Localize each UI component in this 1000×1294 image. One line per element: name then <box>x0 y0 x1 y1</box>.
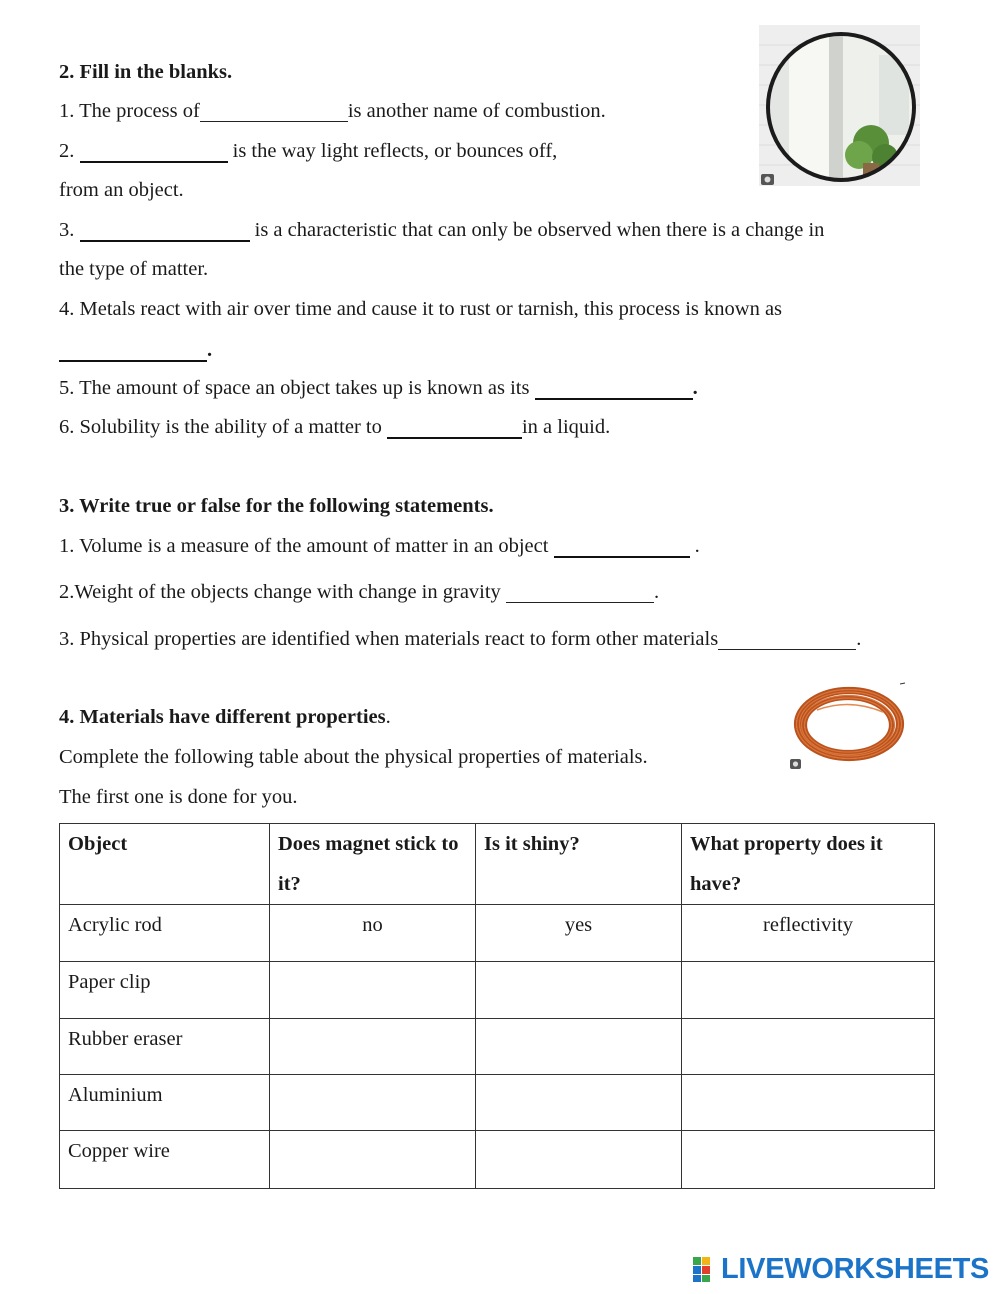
tf2-input[interactable] <box>506 585 654 605</box>
aluminium-shiny-input[interactable] <box>484 1077 677 1115</box>
q5-end: . <box>692 377 698 399</box>
header-object: Object <box>60 824 270 905</box>
copper-wire-coil-image <box>787 680 907 772</box>
q5-blank[interactable] <box>535 378 693 400</box>
tf1-end: . <box>689 535 700 557</box>
cell-magnet[interactable] <box>270 1019 476 1075</box>
q3-blank[interactable] <box>80 220 250 242</box>
q2-line <box>59 139 557 163</box>
q2-text-post: is the way light reflects, or bounces off, <box>227 140 558 162</box>
cell-shiny[interactable] <box>476 1131 682 1189</box>
q1-text-post: is another name of combustion. <box>347 100 606 122</box>
q6-text-pre: 6. Solubility is the ability of a matter to <box>59 416 387 438</box>
tf3-input[interactable] <box>718 632 856 652</box>
cell-object: Copper wire <box>60 1131 270 1189</box>
q2-continuation: from an object. <box>59 179 184 201</box>
q4-blank[interactable] <box>59 340 207 362</box>
table-row <box>60 1131 935 1189</box>
tf3-end: . <box>856 628 862 650</box>
q1-blank[interactable] <box>200 101 348 122</box>
q3-line <box>59 218 824 242</box>
section-4-heading-end: . <box>385 706 391 728</box>
tf2-end: . <box>653 581 660 603</box>
paper-clip-magnet-input[interactable] <box>278 964 471 1002</box>
paper-clip-property-input[interactable] <box>690 964 930 1002</box>
q3-text-post: is a characteristic that can only be observed when there is a change in <box>249 219 825 241</box>
copper-wire-shiny-input[interactable] <box>484 1133 677 1171</box>
q1-text-pre: 1. The process of <box>59 100 200 122</box>
rubber-eraser-property-input[interactable] <box>690 1021 930 1059</box>
q1-input[interactable] <box>200 104 348 124</box>
q4-line: 4. Metals react with air over time and cause it to rust or tarnish, this process is known as <box>59 298 783 320</box>
aluminium-property-input[interactable] <box>690 1077 930 1115</box>
cell-shiny: yes <box>476 905 682 962</box>
section-2-heading: 2. Fill in the blanks. <box>59 61 233 83</box>
q4-answer-line <box>59 338 212 362</box>
aluminium-magnet-input[interactable] <box>278 1077 471 1115</box>
copper-wire-property-input[interactable] <box>690 1133 930 1171</box>
cell-property[interactable] <box>682 1131 935 1189</box>
cell-object: Aluminium <box>60 1075 270 1131</box>
q1-line <box>59 99 606 123</box>
q2-input[interactable] <box>80 144 228 164</box>
cell-property[interactable] <box>682 962 935 1019</box>
header-property: What property does it have? <box>682 824 935 905</box>
q6-text-post: in a liquid. <box>521 416 611 438</box>
q5-text-pre: 5. The amount of space an object takes up is known as its <box>59 377 535 399</box>
section-4-intro-1: Complete the following table about the physical properties of materials. <box>59 746 648 768</box>
rubber-eraser-magnet-input[interactable] <box>278 1021 471 1059</box>
q6-line <box>59 415 610 439</box>
q3-continuation: the type of matter. <box>59 258 209 280</box>
q4-input[interactable] <box>59 343 207 363</box>
paper-clip-shiny-input[interactable] <box>484 964 677 1002</box>
q3-input[interactable] <box>80 223 250 243</box>
section-4-heading <box>59 705 391 729</box>
table-header-row <box>60 824 935 905</box>
liveworksheets-logo <box>693 1252 989 1286</box>
table-row <box>60 962 935 1019</box>
cell-magnet[interactable] <box>270 962 476 1019</box>
q5-input[interactable] <box>535 381 693 401</box>
q3-text-pre: 3. <box>59 219 80 241</box>
tf2-blank[interactable] <box>506 582 654 603</box>
header-magnet: Does magnet stick to it? <box>270 824 476 905</box>
properties-table <box>59 823 935 1189</box>
cell-shiny[interactable] <box>476 1019 682 1075</box>
tf1-line <box>59 534 700 558</box>
q6-blank[interactable] <box>387 417 522 439</box>
q6-input[interactable] <box>387 420 522 440</box>
tf1-text: 1. Volume is a measure of the amount of matter in an object <box>59 535 554 557</box>
liveworksheets-logo-icon <box>693 1256 719 1282</box>
copper-wire-magnet-input[interactable] <box>278 1133 471 1171</box>
header-shiny: Is it shiny? <box>476 824 682 905</box>
cell-magnet: no <box>270 905 476 962</box>
cell-magnet[interactable] <box>270 1131 476 1189</box>
cell-property[interactable] <box>682 1019 935 1075</box>
section-3-heading: 3. Write true or false for the following statements. <box>59 495 494 517</box>
section-4-heading-text: 4. Materials have different properties <box>59 706 386 728</box>
table-row <box>60 1075 935 1131</box>
round-mirror-image <box>759 25 920 186</box>
liveworksheets-logo-text: LIVEWORKSHEETS <box>721 1252 990 1285</box>
cell-property[interactable] <box>682 1075 935 1131</box>
cell-object: Rubber eraser <box>60 1019 270 1075</box>
tf1-blank[interactable] <box>554 536 690 558</box>
cell-property: reflectivity <box>682 905 935 962</box>
rubber-eraser-shiny-input[interactable] <box>484 1021 677 1059</box>
cell-shiny[interactable] <box>476 962 682 1019</box>
q2-text-pre: 2. <box>59 140 80 162</box>
table-row <box>60 1019 935 1075</box>
tf3-text: 3. Physical properties are identified when materials react to form other materials <box>59 628 719 650</box>
tf3-blank[interactable] <box>718 629 856 650</box>
tf2-line <box>59 580 659 604</box>
tf1-input[interactable] <box>554 539 690 559</box>
tf3-line <box>59 627 861 651</box>
q4-end: . <box>207 339 213 361</box>
section-4-intro-2: The first one is done for you. <box>59 786 298 808</box>
q5-line <box>59 376 698 400</box>
cell-object: Acrylic rod <box>60 905 270 962</box>
table-row <box>60 905 935 962</box>
cell-shiny[interactable] <box>476 1075 682 1131</box>
tf2-text: 2.Weight of the objects change with change in gravity <box>59 581 506 603</box>
cell-object: Paper clip <box>60 962 270 1019</box>
cell-magnet[interactable] <box>270 1075 476 1131</box>
q2-blank[interactable] <box>80 141 228 163</box>
